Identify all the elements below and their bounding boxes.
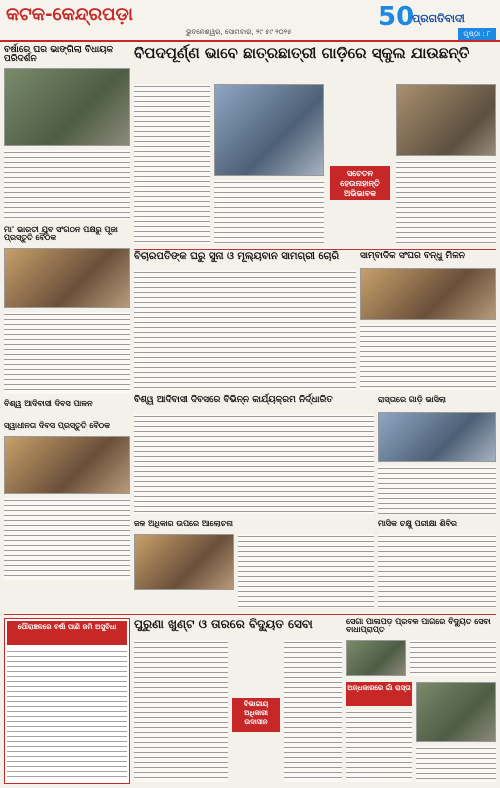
- power-line-photo: [346, 640, 406, 676]
- article-body: [4, 498, 130, 580]
- article-independence-meeting: [4, 422, 130, 582]
- article-headline: ବିଶ୍ୱ ଆଦିବାସୀ ଦିବସ ପାଳନ: [4, 399, 93, 408]
- article-judge-house-theft: [134, 252, 356, 392]
- article-headline: ବିଚାରପତିଙ୍କ ଘରୁ ସୁନା ଓ ମୂଲ୍ୟବାନ ସାମଗ୍ରୀ ଚୋରି: [134, 251, 340, 262]
- article-headline: ପୌରାଞ୍ଚଳରେ ବର୍ଷା ପାଣି ଜମି ଅସୁବିଧା: [7, 621, 127, 645]
- section-rule: [134, 249, 496, 250]
- article-body: [410, 640, 496, 676]
- journalists-photo: [360, 268, 496, 320]
- autorickshaw-photo: [214, 84, 324, 176]
- article-journalist-meet: [360, 252, 496, 392]
- article-headline: ବର୍ଷାରେ ଘର ଭାଙ୍ଗିଲା ବିଧାୟକ ପରିଦର୍ଶନ: [4, 45, 114, 65]
- lead-headline: ବିପଦପୂର୍ଣ୍ଣ ଭାବେ ଛାତ୍ରଛାତ୍ରୀ ଗାଡ଼ିରେ ସ୍କୁଲ ଯାଉଛନ୍ତି: [134, 44, 470, 62]
- article-body: [378, 534, 496, 608]
- meeting-photo: [4, 436, 130, 494]
- article-headline: ବିଶ୍ୱ ଆଦିବାସୀ ଦିବସରେ ବିଭିନ୍ନ କାର୍ଯ୍ୟକ୍ରମ ନିର୍ଦ୍ଧାରିତ: [134, 395, 333, 405]
- road-photo: [416, 682, 496, 742]
- article-dark-village-road: [346, 682, 496, 784]
- article-headline: ମାସିକ ଚକ୍ଷୁ ପରୀକ୍ଷା ଶିବିର: [378, 519, 457, 528]
- article-headline: ସେଗା ପାଳାପଡ଼ ପ୍ରବଳ ପାଗରେ ବିଦ୍ୟୁତ ସେବା ବାଧାପ୍ରାପ୍ତ: [346, 617, 491, 635]
- article-body: [378, 466, 496, 514]
- callout-box: ସଚେତନ ହେଉନାହାନ୍ତି ଅଭିଭାବକ: [330, 166, 390, 200]
- masthead: [0, 0, 500, 42]
- callout-box: ବିଭାଗୀୟ ଅଧିକାରୀ ଉଦାସୀନ: [232, 698, 280, 732]
- dateline: ଭୁବନେଶ୍ୱର, ସୋମବାର, ୨୯ ୫୯ ୨୦୨୫: [186, 28, 292, 36]
- article-body: [4, 150, 130, 220]
- article-students-risky-travel: [134, 46, 496, 246]
- article-rain-water-logging: [4, 618, 130, 784]
- article-body: [134, 414, 374, 514]
- article-water-rights: [134, 520, 374, 610]
- article-headline: ପୁରୁଣା ଖୁଣ୍ଟ ଓ ତାରରେ ବିଦ୍ୟୁତ ସେବା: [134, 617, 313, 631]
- flooded-road-photo: [378, 412, 496, 462]
- article-headline: ସାମ୍ବାଦିକ ସଂଘର ବନ୍ଧୁ ମିଳନ: [360, 251, 465, 261]
- article-youth-meeting: [4, 226, 130, 396]
- article-body: [214, 180, 324, 244]
- page-section-title: କଟକ-କେନ୍ଦ୍ରପଡ଼ା: [6, 4, 133, 25]
- article-headline: ଅନ୍ଧକାରରେ ଗାଁ ରାସ୍ତା: [346, 682, 412, 706]
- article-headline: ସ୍ୱାଧୀନତା ଦିବସ ପ୍ରସ୍ତୁତି ବୈଠକ: [4, 421, 111, 430]
- article-headline: ମା' ଭାରତୀ ଯୁବ ସଂଗଠନ ପକ୍ଷରୁ ପୂଜା ପ୍ରସ୍ତୁତି ବୈଠକ: [4, 225, 118, 243]
- discussion-photo: [134, 534, 234, 590]
- page-number-badge: ପୃଷ୍ଠା : ୮: [458, 28, 496, 40]
- meeting-photo: [4, 248, 130, 308]
- article-power-disruption: [346, 618, 496, 678]
- article-headline: ଜଳ ଅଧିକାର ଉପରେ ଆଲୋଚନା: [134, 519, 233, 528]
- article-body: [4, 312, 130, 394]
- article-body: [416, 746, 496, 782]
- article-body: [134, 270, 356, 390]
- article-body: [360, 324, 496, 390]
- anniversary-logo: 50: [378, 2, 415, 32]
- article-body: [238, 534, 374, 608]
- newspaper-logo: ପ୍ରଗତିବାଦୀ: [412, 12, 465, 25]
- school-van-photo: [396, 84, 496, 156]
- article-body: [7, 649, 127, 781]
- article-old-poles-power: [134, 618, 342, 784]
- article-body: [134, 84, 210, 244]
- article-body: [284, 640, 342, 782]
- article-road-flooded: [378, 396, 496, 516]
- article-eye-camp: [378, 520, 496, 610]
- article-house-collapse: [4, 46, 130, 221]
- article-body: [396, 160, 496, 244]
- house-damage-photo: [4, 68, 130, 146]
- article-body: [346, 710, 412, 782]
- section-rule: [4, 614, 496, 615]
- article-tribal-programme: [134, 396, 374, 516]
- article-body: [134, 640, 228, 782]
- article-tribal-day: [4, 400, 130, 420]
- article-headline: ରାସ୍ତାରେ ଗାଡ଼ି ଭାସିଲା: [378, 395, 446, 404]
